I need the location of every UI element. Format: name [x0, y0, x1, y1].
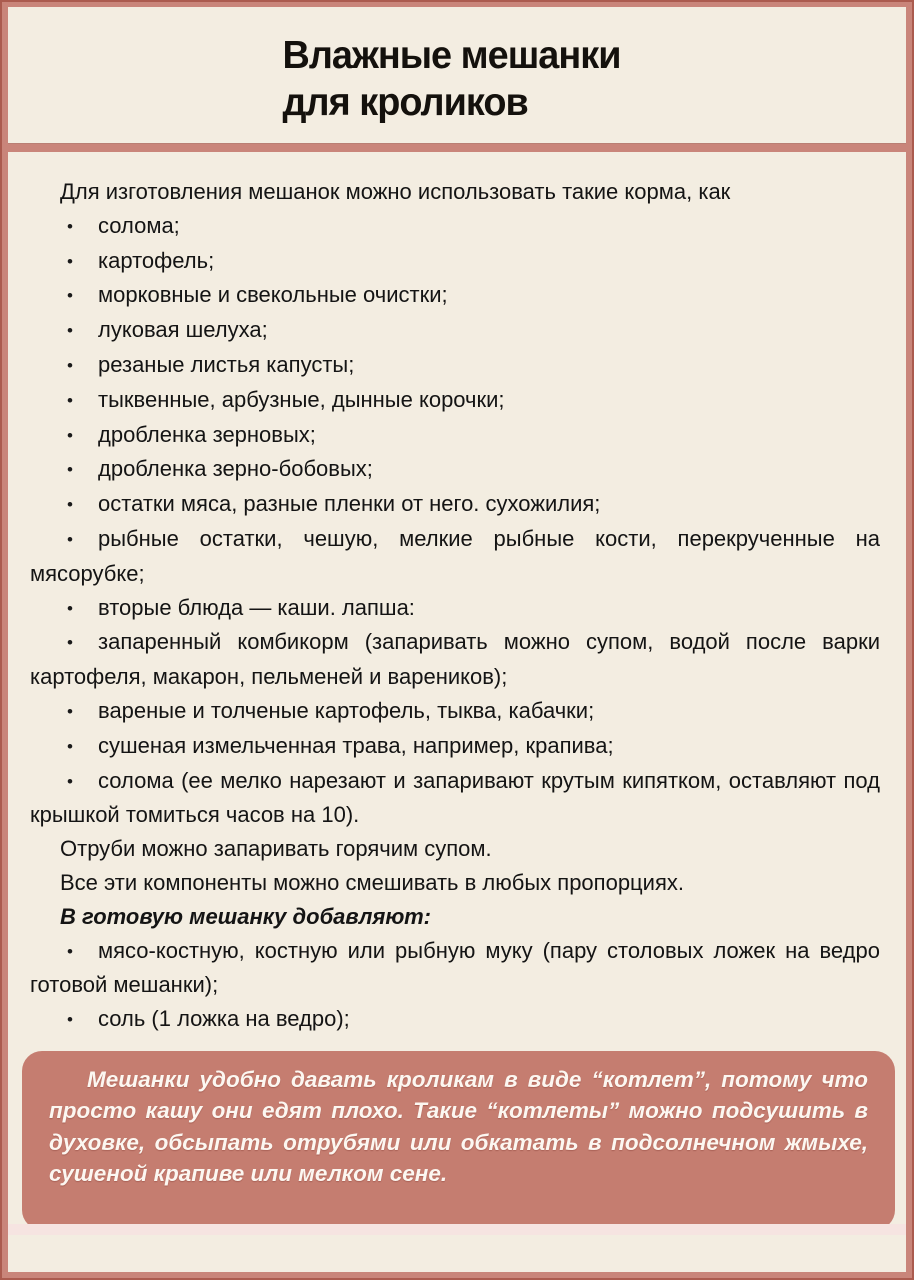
- list-item-text: солома (ее мелко нарезают и запаривают крутым кипятком, оставляют под крышкой томиться часов на 10).: [30, 767, 880, 828]
- bullet-icon: •: [67, 425, 73, 445]
- list-item-text: соль (1 ложка на ведро);: [98, 1006, 350, 1032]
- list-item-text: мясо-костную, костную или рыбную муку (пару столовых ложек на ведро готовой мешанки);: [30, 937, 880, 998]
- list-item-text: луковая шелуха;: [98, 317, 268, 343]
- bullet-icon: •: [67, 355, 73, 375]
- bullet-icon: •: [67, 1010, 73, 1030]
- bullet-icon: •: [67, 216, 73, 236]
- list-item: [30, 278, 880, 313]
- list-item-text: тыквенные, арбузные, дынные корочки;: [98, 386, 505, 412]
- bullet-icon: •: [67, 598, 73, 618]
- bullet-icon: •: [67, 633, 73, 653]
- list-item: [30, 452, 880, 487]
- paragraph-mix: Все эти компоненты можно смешивать в любых пропорциях.: [60, 869, 684, 895]
- list-item: [30, 487, 880, 522]
- bullet-icon: •: [67, 495, 73, 515]
- list-item: [30, 694, 880, 729]
- list-item: [30, 209, 880, 244]
- list-item: [30, 522, 880, 591]
- list-item-text: рыбные остатки, чешую, мелкие рыбные кости, перекрученные на мясорубке;: [30, 525, 880, 586]
- bullet-icon: •: [67, 771, 73, 791]
- intro-paragraph: Для изготовления мешанок можно использовать такие корма, как: [60, 179, 731, 204]
- highlight-note-box: [22, 1051, 895, 1230]
- list-item-text: морковные и свекольные очистки;: [98, 282, 448, 308]
- list-item-text: запаренный комбикорм (запаривать можно супом, водой после варки картофеля, макарон, пельменей и вареников);: [30, 629, 880, 690]
- bullet-icon: •: [67, 941, 73, 961]
- page-title: [8, 7, 879, 126]
- bullet-icon: •: [67, 390, 73, 410]
- list-item-text: картофель;: [98, 247, 215, 273]
- list-item-text: солома;: [98, 212, 180, 238]
- list-item-text: дробленка зерно-бобовых;: [98, 456, 373, 482]
- content-card: [8, 152, 906, 1272]
- title-card: [8, 7, 906, 144]
- page-title-line1: Влажные мешанки: [282, 34, 621, 77]
- list-item: [30, 1002, 880, 1037]
- bullet-icon: •: [67, 460, 73, 480]
- list-item-text: вторые блюда — каши. лапша:: [98, 594, 415, 620]
- list-item: [30, 313, 880, 348]
- list-item: [30, 625, 880, 694]
- list-item-text: сушеная измельченная трава, например, крапива;: [98, 732, 614, 758]
- list-item-text: дробленка зерновых;: [98, 421, 316, 447]
- list-item: [30, 383, 880, 418]
- bullet-icon: •: [67, 251, 73, 271]
- list-item: [30, 729, 880, 764]
- note-text: Мешанки удобно давать кроликам в виде “котлет”, потому что просто кашу они едят плохо. Такие “котлеты” можно подсушить в духовке, обсыпать отрубями или обкатать в подсолнечном жмыхе, сушеной крапиве или мелком сене.: [49, 1066, 868, 1187]
- list-item: [30, 934, 880, 1003]
- list-item: [30, 244, 880, 279]
- list-item: [30, 348, 880, 383]
- list-item: [30, 418, 880, 453]
- list-item-text: остатки мяса, разные пленки от него. сухожилия;: [98, 491, 601, 517]
- paragraph-bran: Отруби можно запаривать горячим супом.: [60, 836, 492, 862]
- bullet-icon: •: [67, 286, 73, 306]
- bullet-icon: •: [67, 321, 73, 341]
- bullet-icon: •: [67, 529, 73, 549]
- list-item-text: резаные листья капусты;: [98, 351, 355, 377]
- bullet-icon: •: [67, 701, 73, 721]
- subheading: В готовую мешанку добавляют:: [60, 903, 431, 929]
- page-title-line2: для кроликов: [282, 81, 528, 124]
- bullet-icon: •: [67, 736, 73, 756]
- list-item-text: вареные и толченые картофель, тыква, кабачки;: [98, 697, 595, 723]
- list-item: [30, 764, 880, 833]
- list-item: [30, 591, 880, 626]
- decorative-stripe: [8, 1224, 906, 1235]
